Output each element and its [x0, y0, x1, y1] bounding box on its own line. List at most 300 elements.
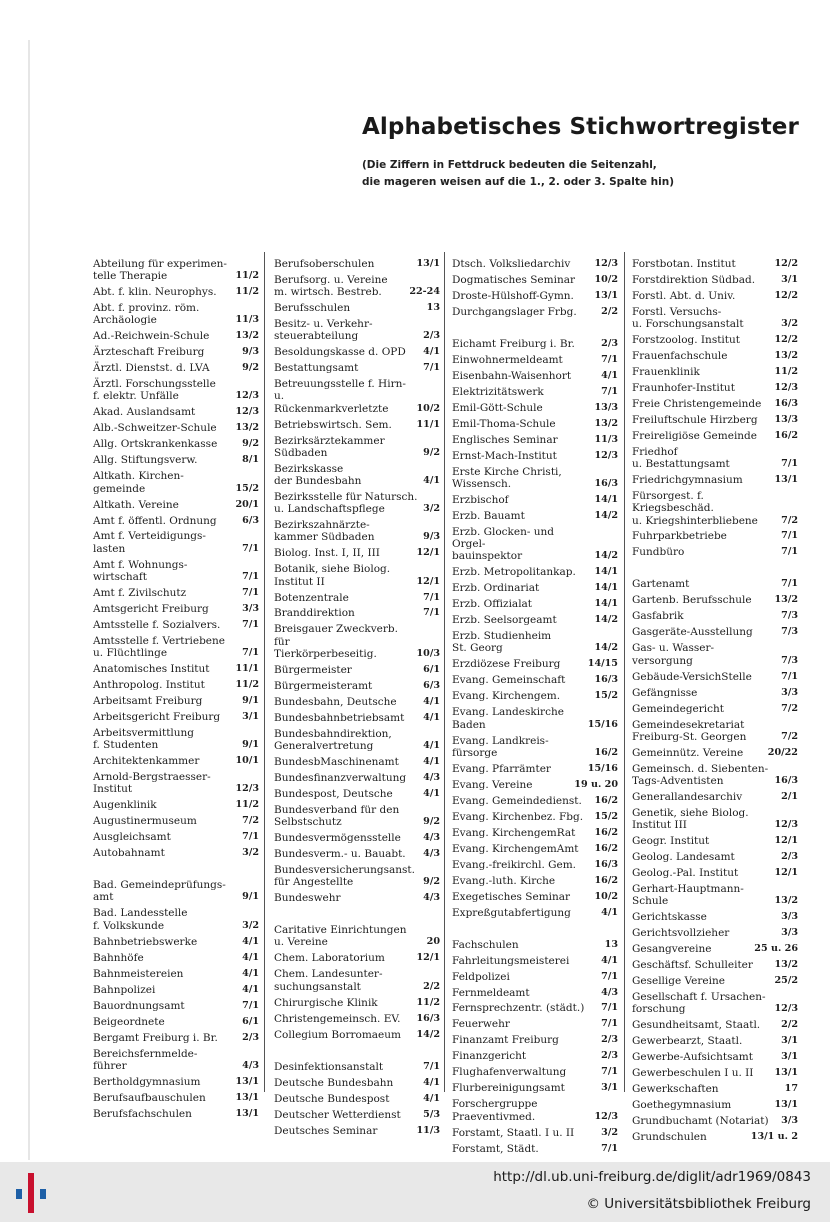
entry-keyword: Bertholdgymnasium: [93, 1075, 201, 1088]
entry-page-ref: 12/3: [774, 1003, 798, 1015]
entry-page-ref: 3/1: [601, 1082, 618, 1094]
index-entry: [452, 873, 618, 889]
entry-keyword: Ernst-Mach-Institut: [452, 449, 557, 462]
entry-keyword: Bundesverm.- u. Bauabt.: [274, 848, 406, 861]
entry-page-ref: 10/1: [235, 755, 259, 767]
index-entry: [632, 881, 798, 909]
index-entry: [274, 489, 440, 517]
entry-page-ref: 4/1: [423, 1076, 440, 1088]
entry-page-ref: 7/1: [423, 591, 440, 603]
entry-keyword: Evang. Vereine: [452, 778, 533, 791]
entry-page-ref: 6/1: [423, 663, 440, 675]
entry-keyword: Evang. KirchengemAmt: [452, 842, 579, 855]
entry-keyword: Eisenbahn-Waisenhort: [452, 369, 572, 382]
index-entry: [452, 969, 618, 985]
index-entry: [452, 761, 618, 777]
entry-keyword: Gebäude-VersichStelle: [632, 670, 752, 683]
entry-page-ref: 13/1: [594, 289, 618, 301]
entry-page-ref: 12/2: [774, 334, 798, 346]
entry-keyword: Gemeinnütz. Vereine: [632, 746, 744, 759]
entry-page-ref: 20/1: [235, 498, 259, 510]
index-entry: [632, 529, 798, 545]
entry-keyword: Gartenamt: [632, 578, 690, 591]
entry-keyword: Evang. Landkreis- fürsorge: [452, 734, 549, 759]
entry-keyword: Forstamt, Städt.: [452, 1142, 539, 1155]
entry-keyword: Chem. Landesunter- suchungsanstalt: [274, 968, 383, 993]
entry-page-ref: 3/2: [423, 503, 440, 515]
entry-keyword: Eichamt Freiburg i. Br.: [452, 337, 575, 350]
entry-keyword: Bahnmeistereien: [93, 967, 184, 980]
index-entry: [452, 889, 618, 905]
letter-group-gap: [274, 1043, 440, 1059]
entry-keyword: Fernsprechzentr. (städt.): [452, 1002, 585, 1015]
index-entry: [632, 1113, 798, 1129]
entry-keyword: Deutsche Bundespost: [274, 1092, 390, 1105]
entry-page-ref: 9/3: [242, 346, 259, 358]
entry-keyword: Expreßgutabfertigung: [452, 906, 571, 919]
entry-page-ref: 12/1: [774, 867, 798, 879]
index-entry: [93, 1014, 259, 1030]
entry-page-ref: 16/3: [594, 674, 618, 686]
entry-keyword: Abteilung für experimen- telle Therapie: [93, 257, 227, 283]
index-entry: [274, 545, 440, 561]
entry-keyword: Gesundheitsamt, Staatl.: [632, 1019, 761, 1032]
entry-page-ref: 9/2: [423, 816, 440, 828]
entry-page-ref: 14/1: [594, 582, 618, 594]
index-entry: [632, 909, 798, 925]
entry-keyword: Betriebswirtsch. Sem.: [274, 418, 392, 431]
entry-keyword: Forstdirektion Südbad.: [632, 273, 756, 286]
index-entry: [93, 982, 259, 998]
index-column-1: [93, 256, 259, 1122]
logo-bar-center: [28, 1173, 34, 1213]
index-entry: [274, 1059, 440, 1075]
entry-page-ref: 15/16: [587, 762, 618, 774]
entry-keyword: Emil-Thoma-Schule: [452, 417, 556, 430]
entry-keyword: Fundbüro: [632, 546, 685, 559]
index-entry: [632, 865, 798, 881]
index-entry: [452, 628, 618, 656]
entry-keyword: Erzb. Bauamt: [452, 509, 525, 522]
index-entry: [452, 1049, 618, 1065]
entry-page-ref: 11/1: [235, 663, 259, 674]
entry-keyword: Erste Kirche Christi, Wissensch.: [452, 465, 562, 490]
entry-keyword: Geolog. Landesamt: [632, 851, 735, 864]
entry-keyword: Besitz- u. Verkehr- steuerabteilung: [274, 318, 373, 343]
index-entry: [93, 497, 259, 513]
entry-page-ref: 7/1: [601, 353, 618, 365]
entry-page-ref: 14/1: [594, 493, 618, 505]
entry-keyword: Deutscher Wetterdienst: [274, 1108, 401, 1121]
index-entry: [632, 609, 798, 625]
index-entry: [452, 1001, 618, 1017]
index-entry: [632, 1097, 798, 1113]
letter-group-gap: [274, 906, 440, 922]
index-entry: [93, 693, 259, 709]
entry-keyword: Berufsaufbauschulen: [93, 1091, 206, 1104]
entry-keyword: Bürgermeisteramt: [274, 679, 373, 692]
entry-keyword: Goethegymnasium: [632, 1099, 732, 1112]
entry-keyword: Generallandesarchiv: [632, 790, 743, 803]
index-entry: [632, 941, 798, 957]
entry-page-ref: 3/3: [781, 927, 798, 939]
entry-keyword: Dogmatisches Seminar: [452, 273, 575, 286]
entry-page-ref: 2/2: [781, 1019, 798, 1031]
entry-page-ref: 9/2: [242, 362, 259, 374]
entry-page-ref: 4/1: [423, 711, 440, 723]
entry-page-ref: 7/1: [781, 546, 798, 558]
entry-page-ref: 12/3: [774, 381, 798, 393]
index-entry: [93, 529, 259, 557]
entry-keyword: Dtsch. Volksliedarchiv: [452, 257, 571, 270]
index-entry: [93, 769, 259, 797]
entry-page-ref: 9/2: [423, 446, 440, 458]
entry-page-ref: 13/1: [774, 1099, 798, 1111]
entry-keyword: Biolog. Inst. I, II, III: [274, 547, 380, 560]
index-entry: [274, 1011, 440, 1027]
index-entry: [452, 304, 618, 320]
entry-page-ref: 4/1: [242, 951, 259, 963]
entry-page-ref: 16/2: [594, 826, 618, 838]
entry-page-ref: 9/2: [242, 438, 259, 450]
index-entry: [632, 577, 798, 593]
viewer-footer: [0, 1162, 830, 1222]
entry-page-ref: 16/3: [774, 774, 798, 786]
entry-page-ref: 7/1: [423, 607, 440, 619]
entry-keyword: Droste-Hülshoff-Gymn.: [452, 289, 574, 302]
index-entry: [274, 678, 440, 694]
entry-page-ref: 14/2: [594, 550, 618, 562]
entry-keyword: Christengemeinsch. EV.: [274, 1012, 401, 1025]
entry-keyword: Grundschulen: [632, 1131, 707, 1144]
entry-page-ref: 15/16: [587, 718, 618, 730]
index-entry: [632, 545, 798, 561]
entry-keyword: Fuhrparkbetriebe: [632, 530, 727, 543]
index-entry: [274, 922, 440, 950]
entry-keyword: Evang.-freikirchl. Gem.: [452, 858, 577, 871]
entry-keyword: Amt f. Wohnungs- wirtschaft: [93, 558, 188, 583]
entry-page-ref: 3/2: [242, 847, 259, 859]
index-entry: [452, 672, 618, 688]
entry-keyword: Erzb. Studienheim St. Georg: [452, 630, 552, 655]
entry-page-ref: 20/22: [767, 746, 798, 758]
index-entry: [452, 336, 618, 352]
entry-keyword: Bezirkszahnärzte- kammer Südbaden: [274, 519, 375, 544]
entry-keyword: Branddirektion: [274, 607, 355, 620]
index-entry: [632, 973, 798, 989]
index-entry: [452, 508, 618, 524]
entry-keyword: Grundbuchamt (Notariat): [632, 1115, 769, 1128]
entry-keyword: Ausgleichsamt: [93, 831, 171, 844]
entry-page-ref: 7/1: [423, 362, 440, 374]
entry-keyword: Arbeitsgericht Freiburg: [93, 710, 221, 723]
copyright-notice: © Universitätsbibliothek Freiburg: [586, 1196, 811, 1212]
entry-keyword: Fürsorgest. f. Kriegsbeschäd. u. Kriegshinterbliebene: [632, 490, 758, 527]
entry-keyword: Gewerkschaften: [632, 1083, 719, 1096]
entry-page-ref: 13/1: [235, 1075, 259, 1087]
entry-page-ref: 12/3: [594, 1110, 618, 1122]
entry-keyword: Gesellschaft f. Ursachen- forschung: [632, 991, 766, 1016]
entry-page-ref: 7/1: [601, 1002, 618, 1014]
index-entry: [452, 612, 618, 628]
index-entry: [452, 492, 618, 508]
entry-keyword: Gewerbearzt, Staatl.: [632, 1035, 743, 1048]
index-entry: [632, 396, 798, 412]
index-entry: [274, 417, 440, 433]
entry-page-ref: 16/2: [774, 429, 798, 441]
entry-keyword: Fernmeldeamt: [452, 986, 530, 999]
entry-page-ref: 7/3: [781, 626, 798, 638]
entry-keyword: Bundesbahnbetriebsamt: [274, 711, 405, 724]
entry-keyword: BundesbMaschinenamt: [274, 755, 399, 768]
entry-keyword: Bundesbahndirektion, Generalvertretung: [274, 727, 392, 752]
index-entry: [93, 1046, 259, 1074]
index-entry: [632, 625, 798, 641]
index-entry: [274, 726, 440, 754]
index-entry: [632, 717, 798, 745]
entry-page-ref: 12/3: [774, 819, 798, 831]
entry-keyword: Bahnhöfe: [93, 951, 144, 964]
index-entry: [452, 777, 618, 793]
letter-group-gap: [93, 861, 259, 877]
index-entry: [274, 461, 440, 489]
entry-page-ref: 4/3: [423, 892, 440, 904]
entry-page-ref: 14/1: [594, 598, 618, 610]
index-entry: [93, 557, 259, 585]
index-entry: [452, 352, 618, 368]
index-entry: [93, 813, 259, 829]
index-entry: [632, 472, 798, 488]
entry-keyword: Abt. f. klin. Neurophys.: [93, 286, 217, 299]
entry-page-ref: 13/2: [774, 594, 798, 606]
entry-page-ref: 13/2: [774, 350, 798, 362]
entry-keyword: Fahrleitungsmeisterei: [452, 954, 570, 967]
entry-page-ref: 9/1: [242, 891, 259, 903]
index-entry: [274, 433, 440, 461]
index-entry: [632, 641, 798, 669]
entry-page-ref: 14/2: [594, 614, 618, 626]
index-entry: [93, 934, 259, 950]
entry-keyword: Ärzteschaft Freiburg: [93, 346, 205, 359]
entry-page-ref: 15/2: [594, 810, 618, 822]
entry-keyword: Deutsches Seminar: [274, 1124, 378, 1137]
entry-keyword: Desinfektionsanstalt: [274, 1060, 384, 1073]
entry-keyword: Gesangvereine: [632, 943, 712, 956]
index-entry: [93, 661, 259, 677]
entry-page-ref: 2/3: [601, 1050, 618, 1062]
index-entry: [93, 1106, 259, 1122]
index-entry: [452, 704, 618, 732]
index-entry: [274, 360, 440, 376]
entry-page-ref: 25 u. 26: [754, 943, 798, 955]
entry-page-ref: 13/2: [774, 895, 798, 907]
index-entry: [452, 580, 618, 596]
entry-keyword: Abt. f. provinz. röm. Archäologie: [93, 302, 200, 327]
index-entry: [93, 709, 259, 725]
index-entry: [632, 348, 798, 364]
entry-keyword: Akad. Auslandsamt: [93, 406, 196, 419]
entry-page-ref: 13/1: [774, 1067, 798, 1079]
column-divider: [444, 252, 445, 1092]
index-entry: [452, 1065, 618, 1081]
entry-keyword: Geschäftsf. Schulleiter: [632, 959, 753, 972]
index-entry: [93, 1090, 259, 1106]
entry-keyword: Evang. Gemeindedienst.: [452, 794, 582, 807]
entry-page-ref: 11/2: [774, 366, 798, 377]
entry-keyword: Anthropolog. Institut: [93, 678, 205, 691]
entry-page-ref: 6/3: [242, 514, 259, 526]
index-column-3: [452, 256, 618, 1157]
entry-page-ref: 4/1: [423, 346, 440, 358]
column-divider: [264, 252, 265, 1092]
entry-page-ref: 11/3: [594, 433, 618, 445]
index-entry: [274, 300, 440, 316]
entry-page-ref: 2/3: [242, 1031, 259, 1043]
entry-page-ref: 10/2: [594, 890, 618, 902]
index-entry: [274, 272, 440, 300]
entry-keyword: Bergamt Freiburg i. Br.: [93, 1031, 218, 1044]
entry-keyword: Alb.-Schweitzer-Schule: [93, 422, 217, 435]
entry-keyword: Erzb. Seelsorgeamt: [452, 614, 557, 627]
entry-page-ref: 11/2: [235, 270, 259, 282]
entry-keyword: Finanzamt Freiburg: [452, 1034, 559, 1047]
entry-page-ref: 7/1: [242, 831, 259, 843]
entry-page-ref: 12/3: [235, 783, 259, 795]
index-entry: [274, 1075, 440, 1091]
entry-page-ref: 10/3: [416, 647, 440, 659]
entry-keyword: Caritative Einrichtungen u. Vereine: [274, 924, 407, 949]
letter-group-gap: [632, 561, 798, 577]
index-entry: [632, 957, 798, 973]
entry-keyword: Bundespost, Deutsche: [274, 787, 393, 800]
entry-page-ref: 13: [426, 302, 440, 314]
entry-page-ref: 16/3: [594, 477, 618, 489]
entry-keyword: Bundesfinanzverwaltung: [274, 771, 407, 784]
entry-keyword: Erzb. Glocken- und Orgel- bauinspektor: [452, 525, 555, 563]
entry-keyword: Forstl. Versuchs- u. Forschungsanstalt: [632, 305, 744, 331]
entry-page-ref: 12/2: [774, 289, 798, 301]
index-entry: [274, 802, 440, 830]
entry-page-ref: 4/1: [242, 983, 259, 995]
entry-page-ref: 3/3: [781, 1115, 798, 1127]
entry-keyword: Gerichtsvollzieher: [632, 927, 730, 940]
index-entry: [452, 688, 618, 704]
entry-keyword: Ärztl. Dienstst. d. LVA: [93, 362, 210, 375]
index-entry: [93, 585, 259, 601]
entry-keyword: Finanzgericht: [452, 1050, 527, 1063]
entry-page-ref: 4/1: [601, 369, 618, 381]
entry-page-ref: 7/1: [601, 1018, 618, 1030]
index-entry: [452, 368, 618, 384]
entry-keyword: Altkath. Vereine: [93, 498, 179, 511]
entry-page-ref: 3/2: [242, 919, 259, 931]
entry-keyword: Fraunhofer-Institut: [632, 381, 735, 394]
index-entry: [452, 1017, 618, 1033]
entry-page-ref: 14/2: [416, 1028, 440, 1040]
letter-group-gap: [452, 320, 618, 336]
index-entry: [632, 761, 798, 789]
index-entry: [452, 656, 618, 672]
entry-page-ref: 4/1: [242, 935, 259, 947]
entry-page-ref: 4/1: [601, 906, 618, 918]
entry-keyword: Berufsschulen: [274, 302, 351, 315]
index-entry: [632, 701, 798, 717]
entry-keyword: Durchgangslager Frbg.: [452, 305, 577, 318]
index-entry: [452, 953, 618, 969]
index-entry: [632, 685, 798, 701]
entry-keyword: Amtsgericht Freiburg: [93, 602, 209, 615]
entry-keyword: Frauenklinik: [632, 366, 700, 378]
entry-page-ref: 3/3: [242, 602, 259, 614]
index-entry: [93, 256, 259, 284]
entry-page-ref: 2/2: [423, 980, 440, 992]
entry-page-ref: 3/3: [781, 911, 798, 923]
entry-keyword: Erzbischof: [452, 493, 509, 506]
index-entry: [632, 332, 798, 348]
index-entry: [274, 517, 440, 545]
entry-keyword: Forstzoolog. Institut: [632, 334, 740, 347]
entry-page-ref: 6/1: [242, 1015, 259, 1027]
index-entry: [93, 845, 259, 861]
index-entry: [452, 524, 618, 564]
entry-page-ref: 7/3: [781, 654, 798, 666]
entry-keyword: Gewerbeschulen I u. II: [632, 1067, 754, 1080]
entry-keyword: Geolog.-Pal. Institut: [632, 867, 739, 880]
entry-keyword: Forstbotan. Institut: [632, 257, 736, 270]
entry-keyword: Bad. Landesstelle f. Volkskunde: [93, 907, 188, 932]
index-entry: [93, 906, 259, 934]
entry-keyword: Friedhof u. Bestattungsamt: [632, 445, 730, 471]
index-entry: [452, 272, 618, 288]
index-entry: [274, 376, 440, 416]
index-entry: [93, 300, 259, 328]
index-entry: [274, 1091, 440, 1107]
index-entry: [274, 830, 440, 846]
entry-keyword: Augustinermuseum: [93, 815, 197, 828]
entry-page-ref: 13/1 u. 2: [750, 1131, 798, 1143]
index-entry: [93, 633, 259, 661]
entry-page-ref: 2/2: [601, 305, 618, 317]
entry-keyword: Flurbereinigungsamt: [452, 1082, 565, 1095]
entry-page-ref: 5/3: [423, 1108, 440, 1120]
entry-keyword: Amt f. öffentl. Ordnung: [93, 514, 217, 527]
index-entry: [632, 925, 798, 941]
index-entry: [93, 344, 259, 360]
entry-keyword: Gemeindesekretariat Freiburg-St. Georgen: [632, 718, 747, 743]
entry-page-ref: 7/1: [242, 999, 259, 1011]
entry-keyword: Gerhart-Hauptmann- Schule: [632, 883, 744, 908]
permalink-url[interactable]: http://dl.ub.uni-freiburg.de/diglit/adr1969/0843: [493, 1169, 811, 1185]
entry-page-ref: 14/2: [594, 509, 618, 521]
entry-page-ref: 3/1: [781, 1035, 798, 1047]
entry-page-ref: 7/2: [781, 514, 798, 526]
index-entry: [274, 561, 440, 589]
index-entry: [632, 428, 798, 444]
index-entry: [93, 420, 259, 436]
entry-page-ref: 7/1: [242, 647, 259, 659]
index-entry: [274, 1027, 440, 1043]
index-entry: [274, 754, 440, 770]
entry-keyword: Gemeinsch. d. Siebenten- Tags-Adventisten: [632, 762, 769, 787]
entry-page-ref: 4/1: [423, 695, 440, 707]
index-entry: [452, 464, 618, 492]
entry-keyword: Bezirksärztekammer Südbaden: [274, 434, 385, 459]
page-subtitle: [362, 157, 674, 191]
entry-keyword: Bundesversicherungsanst. für Angestellte: [274, 864, 415, 889]
index-entry: [274, 316, 440, 344]
index-entry: [93, 966, 259, 982]
index-entry: [452, 448, 618, 464]
